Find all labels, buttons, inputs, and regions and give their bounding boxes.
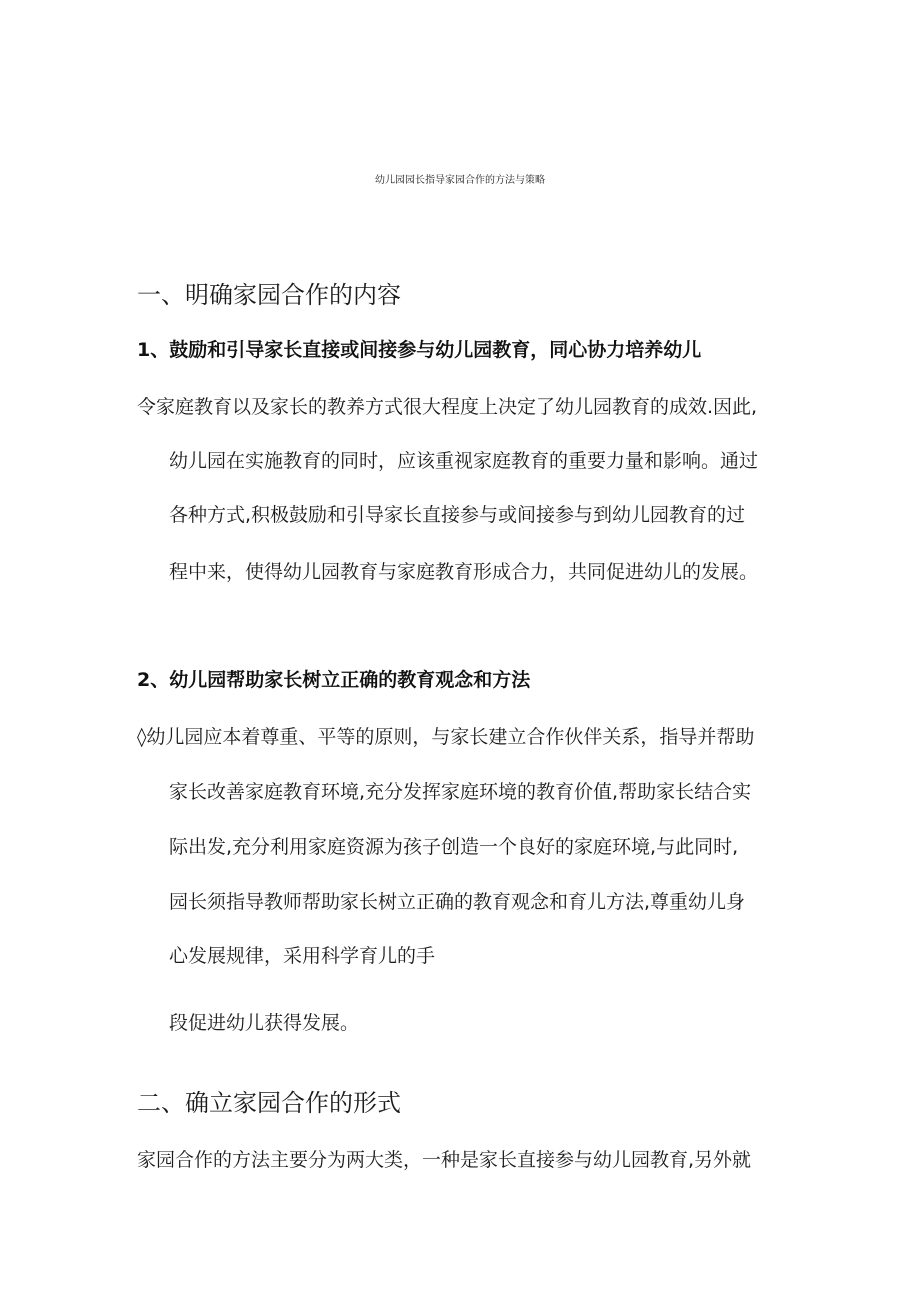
paragraph-line: 园长须指导教师帮助家长树立正确的教育观念和育儿方法,尊重幼儿身 xyxy=(169,891,746,913)
paragraph-line: 心发展规律，采用科学育儿的手 xyxy=(169,945,436,967)
paragraph-line: ◊幼儿园应本着尊重、平等的原则，与家长建立合作伙伴关系，指导并帮助 xyxy=(137,726,755,748)
paragraph-line: 幼儿园在实施教育的同时，应该重视家庭教育的重要力量和影响。通过 xyxy=(169,450,759,472)
paragraph-line: 令家庭教育以及家长的教养方式很大程度上决定了幼儿园教育的成效.因此, xyxy=(137,396,758,418)
section-2-heading: 二、确立家园合作的形式 xyxy=(137,1089,401,1117)
section-1-heading: 一、明确家园合作的内容 xyxy=(137,281,401,309)
subsection-1-heading: 1、鼓励和引导家长直接或间接参与幼儿园教育，同心协力培养幼儿 xyxy=(137,339,702,361)
paragraph-line: 际出发,充分利用家庭资源为孩子创造一个良好的家庭环境,与此同时, xyxy=(169,836,739,858)
paragraph-line: 程中来，使得幼儿园教育与家庭教育形成合力，共同促进幼儿的发展。 xyxy=(169,561,759,583)
paragraph-line: 各种方式,积极鼓励和引导家长直接参与或间接参与到幼儿园教育的过 xyxy=(169,504,746,526)
paragraph-line: 家长改善家庭教育环境,充分发挥家庭环境的教育价值,帮助家长结合实 xyxy=(169,781,752,803)
paragraph-line: 家园合作的方法主要分为两大类，一种是家长直接参与幼儿园教育,另外就 xyxy=(137,1149,752,1171)
subsection-2-heading: 2、幼儿园帮助家长树立正确的教育观念和方法 xyxy=(137,669,531,691)
document-title: 幼儿园园长指导家园合作的方法与策略 xyxy=(375,175,545,186)
paragraph-line: 段促进幼儿获得发展。 xyxy=(169,1012,360,1034)
